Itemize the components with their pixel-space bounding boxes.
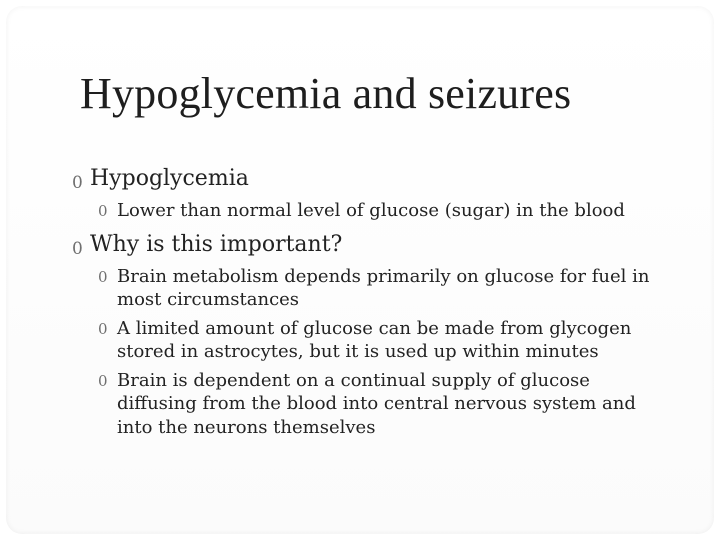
bullet-why-important xyxy=(72,231,672,259)
bullet-text: Why is this important? xyxy=(90,231,343,257)
subbullet-brain-metabolism xyxy=(72,265,672,312)
subbullet-glucose-supply xyxy=(72,369,672,440)
bullet-marker: 0 xyxy=(98,202,108,220)
bullet-hypoglycemia xyxy=(72,165,672,193)
bullet-marker: 0 xyxy=(98,267,108,286)
subbullet-definition xyxy=(72,199,672,223)
bullet-marker: 0 xyxy=(98,319,108,338)
subbullet-text: A limited amount of glucose can be made from glycogen stored in astrocytes, but it is used up within minutes xyxy=(117,317,632,362)
bullet-text: Hypoglycemia xyxy=(90,166,249,191)
subbullet-glycogen xyxy=(72,317,672,364)
slide-title: Hypoglycemia and seizures xyxy=(80,69,572,118)
slide-body xyxy=(72,165,672,439)
subbullet-text: Brain metabolism depends primarily on glucose for fuel in most circumstances xyxy=(117,265,650,310)
subbullet-text: Lower than normal level of glucose (sugar) in the blood xyxy=(117,200,625,221)
bullet-marker: 0 xyxy=(72,173,83,193)
bullet-marker: 0 xyxy=(72,238,83,259)
bullet-marker: 0 xyxy=(98,371,108,390)
subbullet-text: Brain is dependent on a continual supply of glucose diffusing from the blood into central nervous system and into the neurons themselves xyxy=(117,369,636,438)
